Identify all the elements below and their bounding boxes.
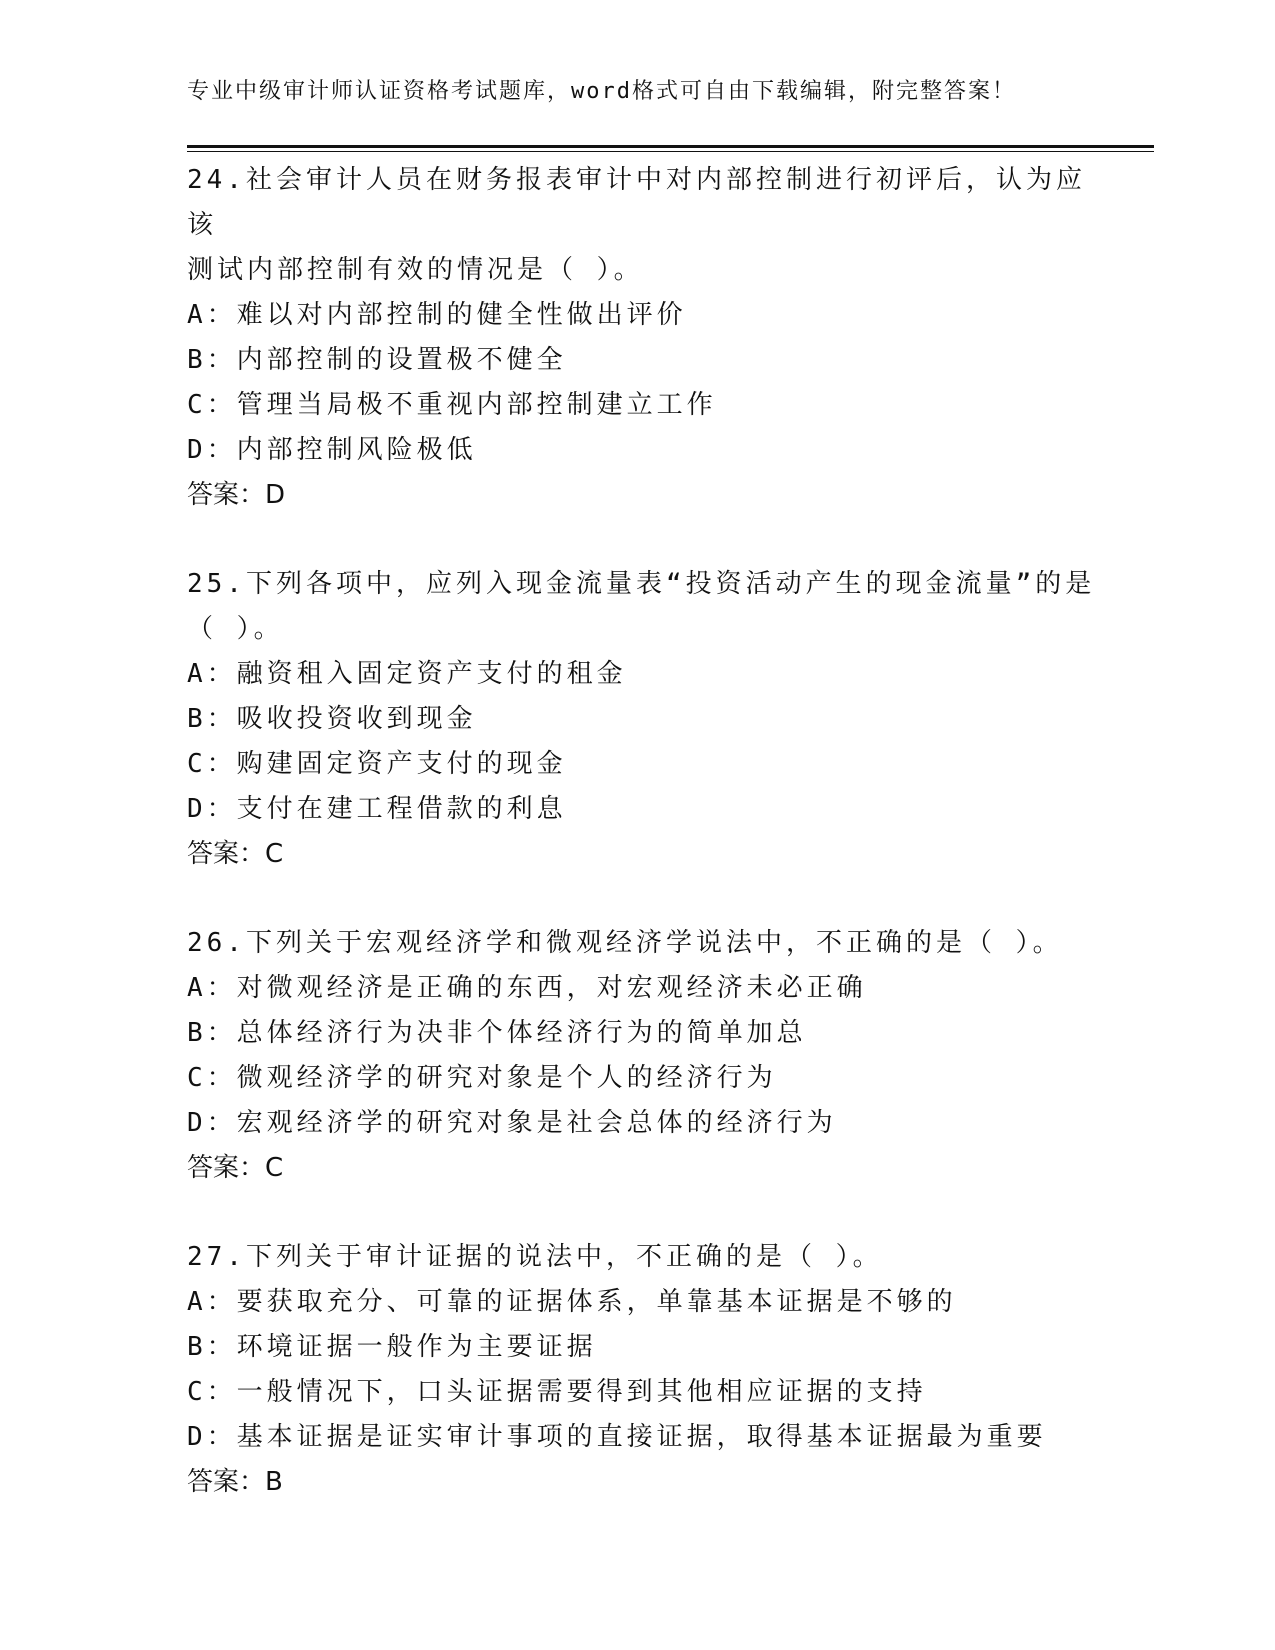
question-list xyxy=(187,158,1107,1505)
option-a: A：难以对内部控制的健全性做出评价 xyxy=(187,300,687,330)
answer-line: 答案：C xyxy=(187,1153,284,1183)
question-spacer xyxy=(187,877,1107,921)
question-spacer xyxy=(187,1191,1107,1235)
question-27 xyxy=(187,1235,1107,1505)
question-24 xyxy=(187,158,1107,518)
answer-line: 答案：B xyxy=(187,1467,283,1497)
option-c: C：一般情况下，口头证据需要得到其他相应证据的支持 xyxy=(187,1377,927,1407)
header-rule-thin xyxy=(187,151,1154,152)
option-d: D：基本证据是证实审计事项的直接证据，取得基本证据最为重要 xyxy=(187,1422,1047,1452)
option-d: D：内部控制风险极低 xyxy=(187,435,477,465)
answer-line: 答案：C xyxy=(187,839,284,869)
question-stem-line: 26.下列关于宏观经济学和微观经济学说法中，不正确的是（ ）。 xyxy=(187,928,1063,958)
option-b: B：环境证据一般作为主要证据 xyxy=(187,1332,597,1362)
question-stem-line: （ ）。 xyxy=(187,614,284,644)
option-a: A：要获取充分、可靠的证据体系，单靠基本证据是不够的 xyxy=(187,1287,957,1317)
question-spacer xyxy=(187,518,1107,562)
answer-line: 答案：D xyxy=(187,480,286,510)
question-stem-line: 27.下列关于审计证据的说法中，不正确的是（ ）。 xyxy=(187,1242,883,1272)
option-b: B：总体经济行为决非个体经济行为的简单加总 xyxy=(187,1018,807,1048)
question-stem-line: 25.下列各项中，应列入现金流量表“投资活动产生的现金流量”的是 xyxy=(187,569,1096,599)
option-b: B：吸收投资收到现金 xyxy=(187,704,477,734)
page-header: 专业中级审计师认证资格考试题库，word格式可自由下载编辑，附完整答案！ xyxy=(187,79,1016,104)
option-b: B：内部控制的设置极不健全 xyxy=(187,345,567,375)
option-a: A：对微观经济是正确的东西，对宏观经济未必正确 xyxy=(187,973,867,1003)
option-c: C：微观经济学的研究对象是个人的经济行为 xyxy=(187,1063,777,1093)
question-stem-line: 24.社会审计人员在财务报表审计中对内部控制进行初评后，认为应该 xyxy=(187,165,1086,240)
option-d: D：宏观经济学的研究对象是社会总体的经济行为 xyxy=(187,1108,837,1138)
question-26 xyxy=(187,921,1107,1191)
option-c: C：管理当局极不重视内部控制建立工作 xyxy=(187,390,717,420)
question-25 xyxy=(187,562,1107,877)
option-d: D：支付在建工程借款的利息 xyxy=(187,794,567,824)
header-rule-thick xyxy=(187,145,1154,148)
question-stem-line: 测试内部控制有效的情况是（ ）。 xyxy=(187,255,644,285)
option-a: A：融资租入固定资产支付的租金 xyxy=(187,659,627,689)
option-c: C：购建固定资产支付的现金 xyxy=(187,749,567,779)
